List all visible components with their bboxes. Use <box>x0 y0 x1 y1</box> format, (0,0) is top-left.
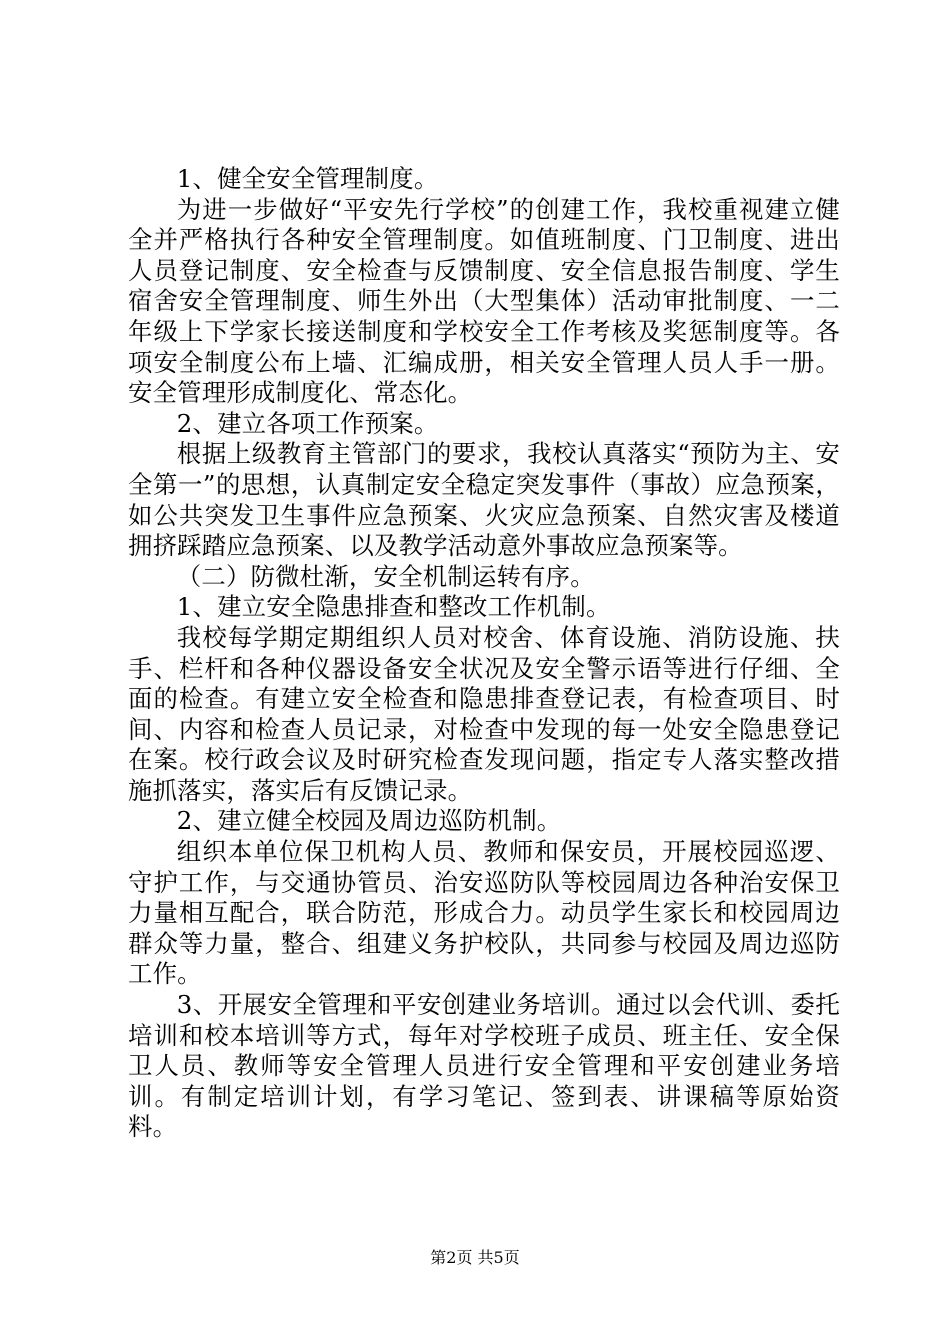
paragraph: 根据上级教育主管部门的要求，我校认真落实“预防为主、安全第一”的思想，认真制定安全稳定突发事件（事故）应急预案，如公共突发卫生事件应急预案、火灾应急预案、自然灾害及楼道拥挤踩踏应急预案、以及教学活动意外事故应急预案等。 <box>128 439 840 561</box>
paragraph-heading-2: 2、建立健全校园及周边巡防机制。 <box>176 806 562 836</box>
paragraph: 我校每学期定期组织人员对校舍、体育设施、消防设施、扶手、栏杆和各种仪器设备安全状况及安全警示语等进行仔细、全面的检查。有建立安全检查和隐患排查登记表，有检查项目、时间、内容和检查人员记录，对检查中发现的每一处安全隐患登记在案。校行政会议及时研究检查发现问题，指定专人落实整改措施抓落实，落实后有反馈记录。 <box>128 622 840 805</box>
document-body <box>128 164 840 1143</box>
paragraph-heading-1: 1、建立安全隐患排查和整改工作机制。 <box>176 592 611 622</box>
section-heading: （二）防微杜渐，安全机制运转有序。 <box>176 561 595 591</box>
page-number-footer: 第2页 共5页 <box>430 1248 520 1267</box>
paragraph-heading-2: 2、建立各项工作预案。 <box>176 408 439 438</box>
paragraph-heading-1: 1、健全安全管理制度。 <box>176 164 439 193</box>
paragraph: 为进一步做好“平安先行学校”的创建工作，我校重视建立健全并严格执行各种安全管理制度。如值班制度、门卫制度、进出人员登记制度、安全检查与反馈制度、安全信息报告制度、学生宿舍安全管理制度、师生外出（大型集体）活动审批制度、一二年级上下学家长接送制度和学校安全工作考核及奖惩制度等。各项安全制度公布上墙、汇编成册，相关安全管理人员人手一册。安全管理形成制度化、常态化。 <box>128 194 840 408</box>
paragraph: 3、开展安全管理和平安创建业务培训。通过以会代训、委托培训和校本培训等方式，每年对学校班子成员、班主任、安全保卫人员、教师等安全管理人员进行安全管理和平安创建业务培训。有制定培训计划，有学习笔记、签到表、讲课稿等原始资料。 <box>128 990 840 1142</box>
paragraph: 组织本单位保卫机构人员、教师和保安员，开展校园巡逻、守护工作，与交通协管员、治安巡防队等校园周边各种治安保卫力量相互配合，联合防范，形成合力。动员学生家长和校园周边群众等力量，整合、组建义务护校队，共同参与校园及周边巡防工作。 <box>128 837 840 989</box>
